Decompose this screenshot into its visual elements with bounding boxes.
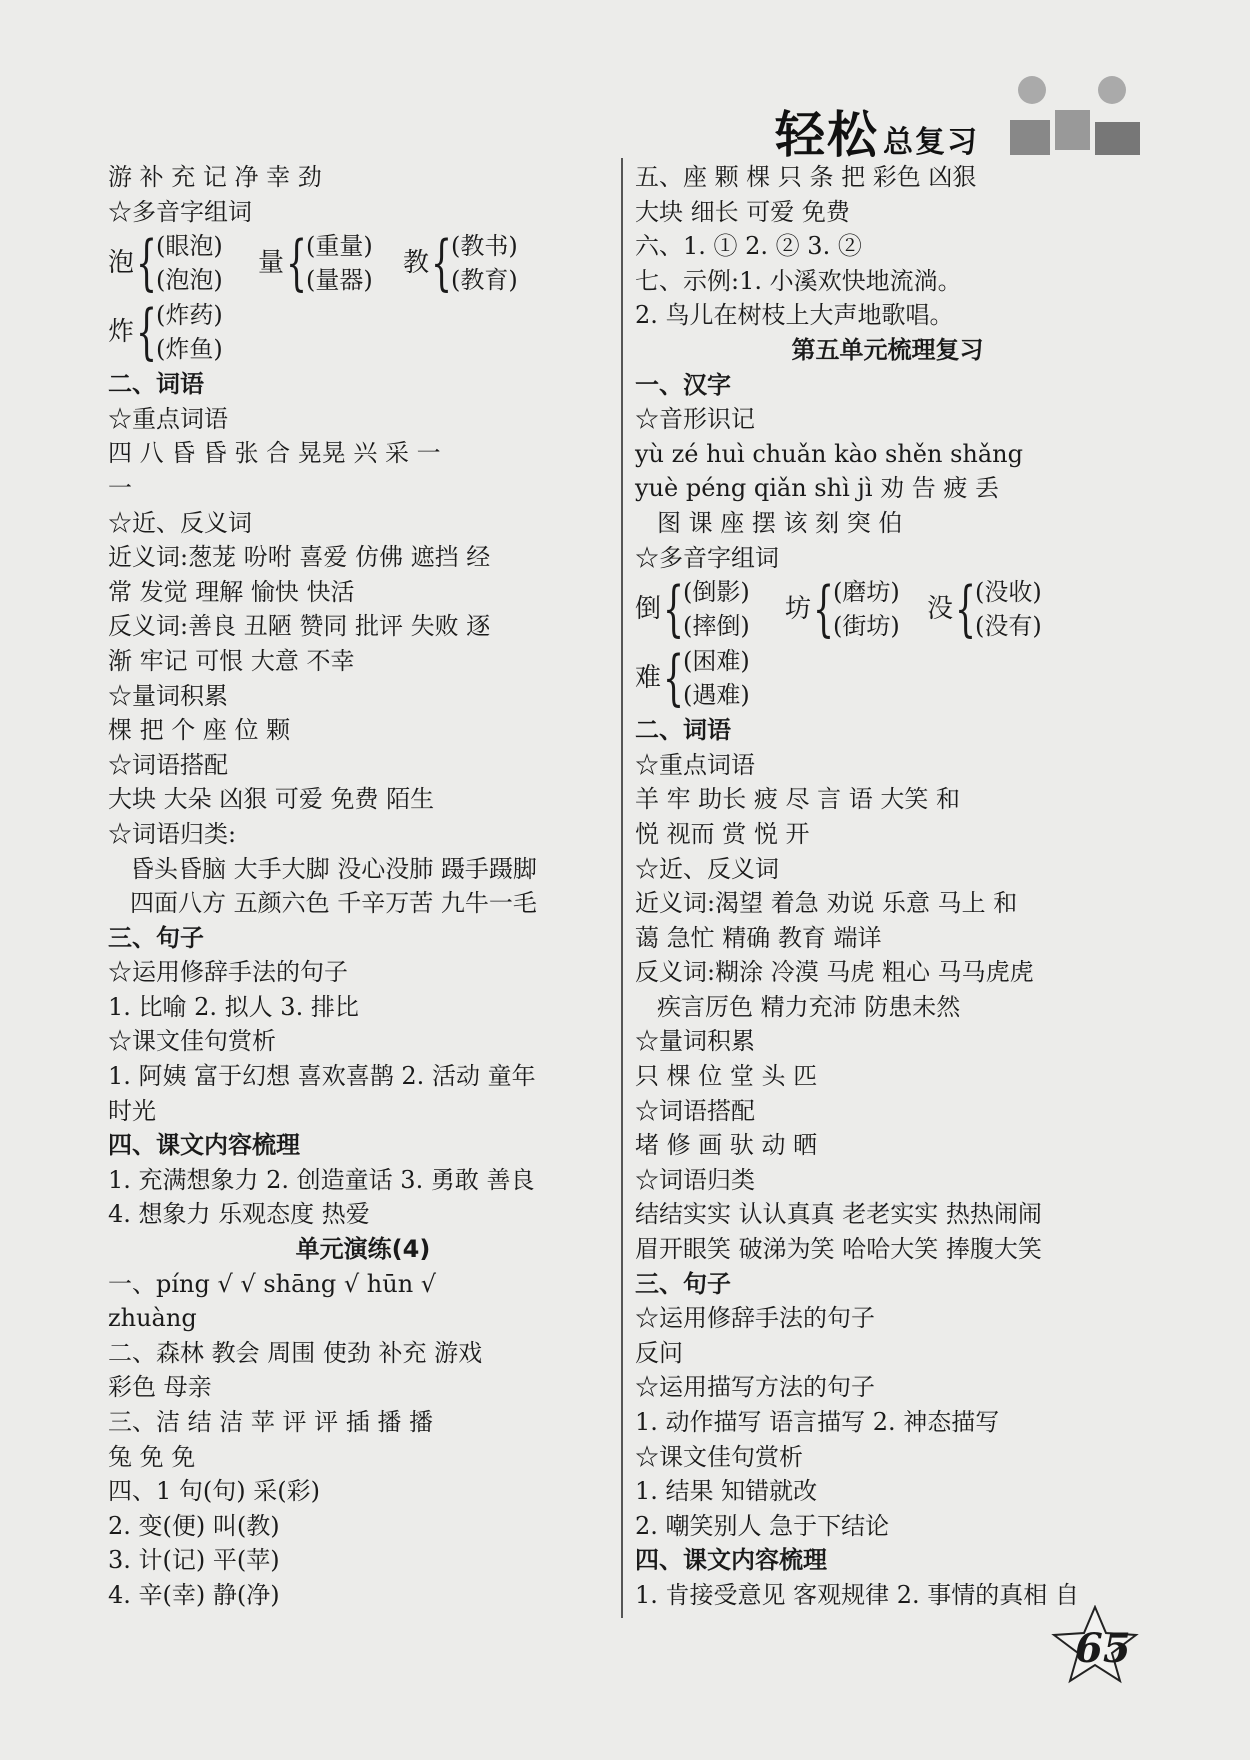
text-line: 蔼 急忙 精确 教育 端详 (635, 923, 882, 952)
brace-icon: { (955, 574, 977, 645)
text-line: 1. 结果 知错就改 (635, 1477, 818, 1506)
section-heading: 三、句子 (108, 923, 204, 952)
text-line: 反问 (635, 1338, 683, 1367)
subheading: ☆重点词语 (108, 404, 228, 433)
text-line: 1. 动作描写 语言描写 2. 神态描写 (635, 1408, 1000, 1436)
subheading: ☆课文佳句赏析 (635, 1442, 803, 1471)
polyphone-word: (炸鱼) (156, 335, 223, 364)
text-line: yuè péng qiǎn shì jì 劝 告 疲 丢 (635, 474, 1000, 503)
text-line: 眉开眼笑 破涕为笑 哈哈大笑 捧腹大笑 (635, 1235, 1042, 1264)
section-heading: 四、课文内容梳理 (635, 1546, 827, 1575)
polyphone-char: 教 (403, 248, 430, 279)
polyphone-word: (遇难) (683, 681, 750, 710)
text-line: 四面八方 五颜六色 千辛万苦 九牛一毛 (130, 889, 537, 918)
polyphone-char: 坊 (785, 594, 812, 625)
text-line: yù zé huì chuǎn kào shěn shǎng (635, 439, 1023, 468)
brace-icon: { (813, 574, 835, 645)
text-line: 1. 阿姨 富于幻想 喜欢喜鹊 2. 活动 童年 (108, 1062, 536, 1091)
polyphone-group (635, 575, 1140, 644)
polyphone-word: (眼泡) (156, 232, 223, 261)
subheading: ☆重点词语 (635, 750, 755, 779)
text-line: 2. 嘲笑别人 急于下结论 (635, 1511, 890, 1540)
polyphone-word: (炸药) (156, 301, 223, 330)
polyphone-char: 泡 (108, 248, 135, 279)
brace-icon: { (136, 228, 158, 299)
text-line: 1. 肯接受意见 客观规律 2. 事情的真相 自 (635, 1580, 1079, 1609)
text-line: 时光 (108, 1096, 156, 1125)
polyphone-word: (街坊) (833, 612, 900, 641)
text-line: 堵 修 画 驮 动 晒 (635, 1131, 818, 1160)
text-line: 近义词:葱茏 吩咐 喜爱 仿佛 遮挡 经 (108, 543, 491, 572)
text-line: 2. 鸟儿在树枝上大声地歌唱。 (635, 301, 954, 330)
polyphone-char: 没 (927, 594, 954, 625)
text-line: 渐 牢记 可恨 大意 不幸 (108, 646, 355, 675)
subheading: ☆词语归类: (108, 819, 237, 848)
text-line: 游 补 充 记 净 幸 劲 (108, 163, 322, 191)
polyphone-word: (重量) (306, 232, 373, 261)
text-line: 棵 把 个 座 位 颗 (108, 716, 291, 745)
brace-icon: { (136, 297, 158, 368)
polyphone-group (108, 229, 618, 298)
text-line: 彩色 母亲 (108, 1373, 212, 1402)
brace-icon: { (663, 643, 685, 714)
text-line: 4. 辛(幸) 静(净) (108, 1580, 280, 1609)
text-line: 七、示例:1. 小溪欢快地流淌。 (635, 266, 962, 295)
subheading: ☆词语搭配 (108, 750, 228, 779)
polyphone-word: (教书) (451, 232, 518, 261)
section-heading: 二、词语 (635, 716, 731, 745)
subheading: ☆多音字组词 (635, 543, 779, 572)
subheading: ☆音形识记 (635, 405, 755, 434)
text-line: 2. 变(便) 叫(教) (108, 1511, 280, 1540)
polyphone-char: 量 (258, 248, 285, 279)
polyphone-group (108, 298, 618, 367)
text-line: 大块 大朵 凶狠 可爱 免费 陌生 (108, 785, 435, 814)
text-line: 六、1. ① 2. ② 3. ② (635, 232, 862, 261)
text-line: 反义词:糊涂 冷漠 马虎 粗心 马马虎虎 (635, 958, 1034, 987)
text-line: 反义词:善良 丑陋 赞同 批评 失败 逐 (108, 612, 491, 641)
polyphone-word: (没收) (975, 578, 1042, 607)
text-line: 1. 比喻 2. 拟人 3. 排比 (108, 992, 359, 1021)
text-line: 昏头昏脑 大手大脚 没心没肺 蹑手蹑脚 (130, 854, 537, 883)
polyphone-word: (没有) (975, 612, 1042, 641)
subheading: ☆运用修辞手法的句子 (108, 958, 348, 987)
text-line: 四、1 句(句) 采(彩) (108, 1477, 320, 1506)
text-line: 二、森林 教会 周围 使劲 补充 游戏 (108, 1338, 483, 1367)
text-line: 图 课 座 摆 该 刻 突 伯 (657, 508, 903, 537)
polyphone-word: (摔倒) (683, 612, 750, 641)
subheading: ☆课文佳句赏析 (108, 1027, 276, 1056)
brace-icon: { (663, 574, 685, 645)
text-line: 一 (108, 473, 132, 502)
polyphone-word: (教育) (451, 266, 518, 295)
brand-subtitle: 总复习 (883, 125, 979, 160)
text-line: 兔 免 免 (108, 1442, 196, 1471)
subheading: ☆量词积累 (635, 1027, 755, 1056)
text-line: 疾言厉色 精力充沛 防患未然 (657, 992, 961, 1021)
brace-icon: { (286, 228, 308, 299)
right-column (635, 160, 1140, 1613)
polyphone-word: (泡泡) (156, 266, 223, 295)
unit-title: 第五单元梳理复习 (791, 335, 984, 364)
column-divider (621, 158, 623, 1618)
section-heading: 三、句子 (635, 1269, 731, 1298)
left-column (108, 160, 618, 1613)
text-line: 羊 牢 助长 疲 尽 言 语 大笑 和 (635, 785, 961, 814)
polyphone-char: 倒 (635, 594, 662, 625)
text-line: 1. 充满想象力 2. 创造童话 3. 勇敢 善良 (108, 1165, 535, 1194)
section-heading: 四、课文内容梳理 (108, 1131, 300, 1160)
text-line: 4. 想象力 乐观态度 热爱 (108, 1200, 370, 1229)
page-number: 65 (1075, 1625, 1131, 1672)
subheading: ☆近、反义词 (108, 508, 252, 537)
subheading: ☆词语搭配 (635, 1096, 755, 1125)
section-heading: 一、汉字 (635, 370, 731, 399)
text-line: 悦 视而 赏 悦 开 (635, 819, 810, 848)
text-line: 五、座 颗 棵 只 条 把 彩色 凶狠 (635, 163, 977, 191)
subheading: ☆近、反义词 (635, 854, 779, 883)
reading-kids-illustration-icon (1000, 60, 1150, 160)
polyphone-char: 炸 (108, 317, 135, 348)
polyphone-char: 难 (635, 663, 662, 694)
polyphone-group (635, 644, 1140, 713)
text-line: 一、píng √ √ shāng √ hūn √ (108, 1269, 437, 1298)
polyphone-word: (量器) (306, 266, 373, 295)
brand-logo (775, 95, 979, 167)
text-line: 结结实实 认认真真 老老实实 热热闹闹 (635, 1200, 1042, 1229)
text-line: 三、洁 结 洁 苹 评 评 插 播 播 (108, 1408, 434, 1436)
section-heading: 二、词语 (108, 370, 204, 399)
subheading: ☆量词积累 (108, 681, 228, 710)
subheading: ☆词语归类 (635, 1165, 755, 1194)
text-line: zhuàng (108, 1304, 197, 1333)
polyphone-word: (困难) (683, 647, 750, 676)
subheading: ☆运用描写方法的句子 (635, 1373, 875, 1402)
text-line: 大块 细长 可爱 免费 (635, 197, 850, 226)
brand-title: 轻松 (775, 105, 879, 164)
brace-icon: { (431, 228, 453, 299)
text-line: 四 八 昏 昏 张 合 晃晃 兴 采 一 (108, 439, 441, 468)
text-line: 近义词:渴望 着急 劝说 乐意 马上 和 (635, 889, 1018, 918)
polyphone-word: (磨坊) (833, 578, 900, 607)
text-line: 只 棵 位 堂 头 匹 (635, 1062, 818, 1091)
subheading: ☆运用修辞手法的句子 (635, 1304, 875, 1333)
polyphone-word: (倒影) (683, 578, 750, 607)
subheading: ☆多音字组词 (108, 197, 252, 226)
text-line: 常 发觉 理解 愉快 快活 (108, 577, 355, 606)
unit-title: 单元演练(4) (295, 1235, 431, 1264)
text-line: 3. 计(记) 平(苹) (108, 1546, 280, 1575)
